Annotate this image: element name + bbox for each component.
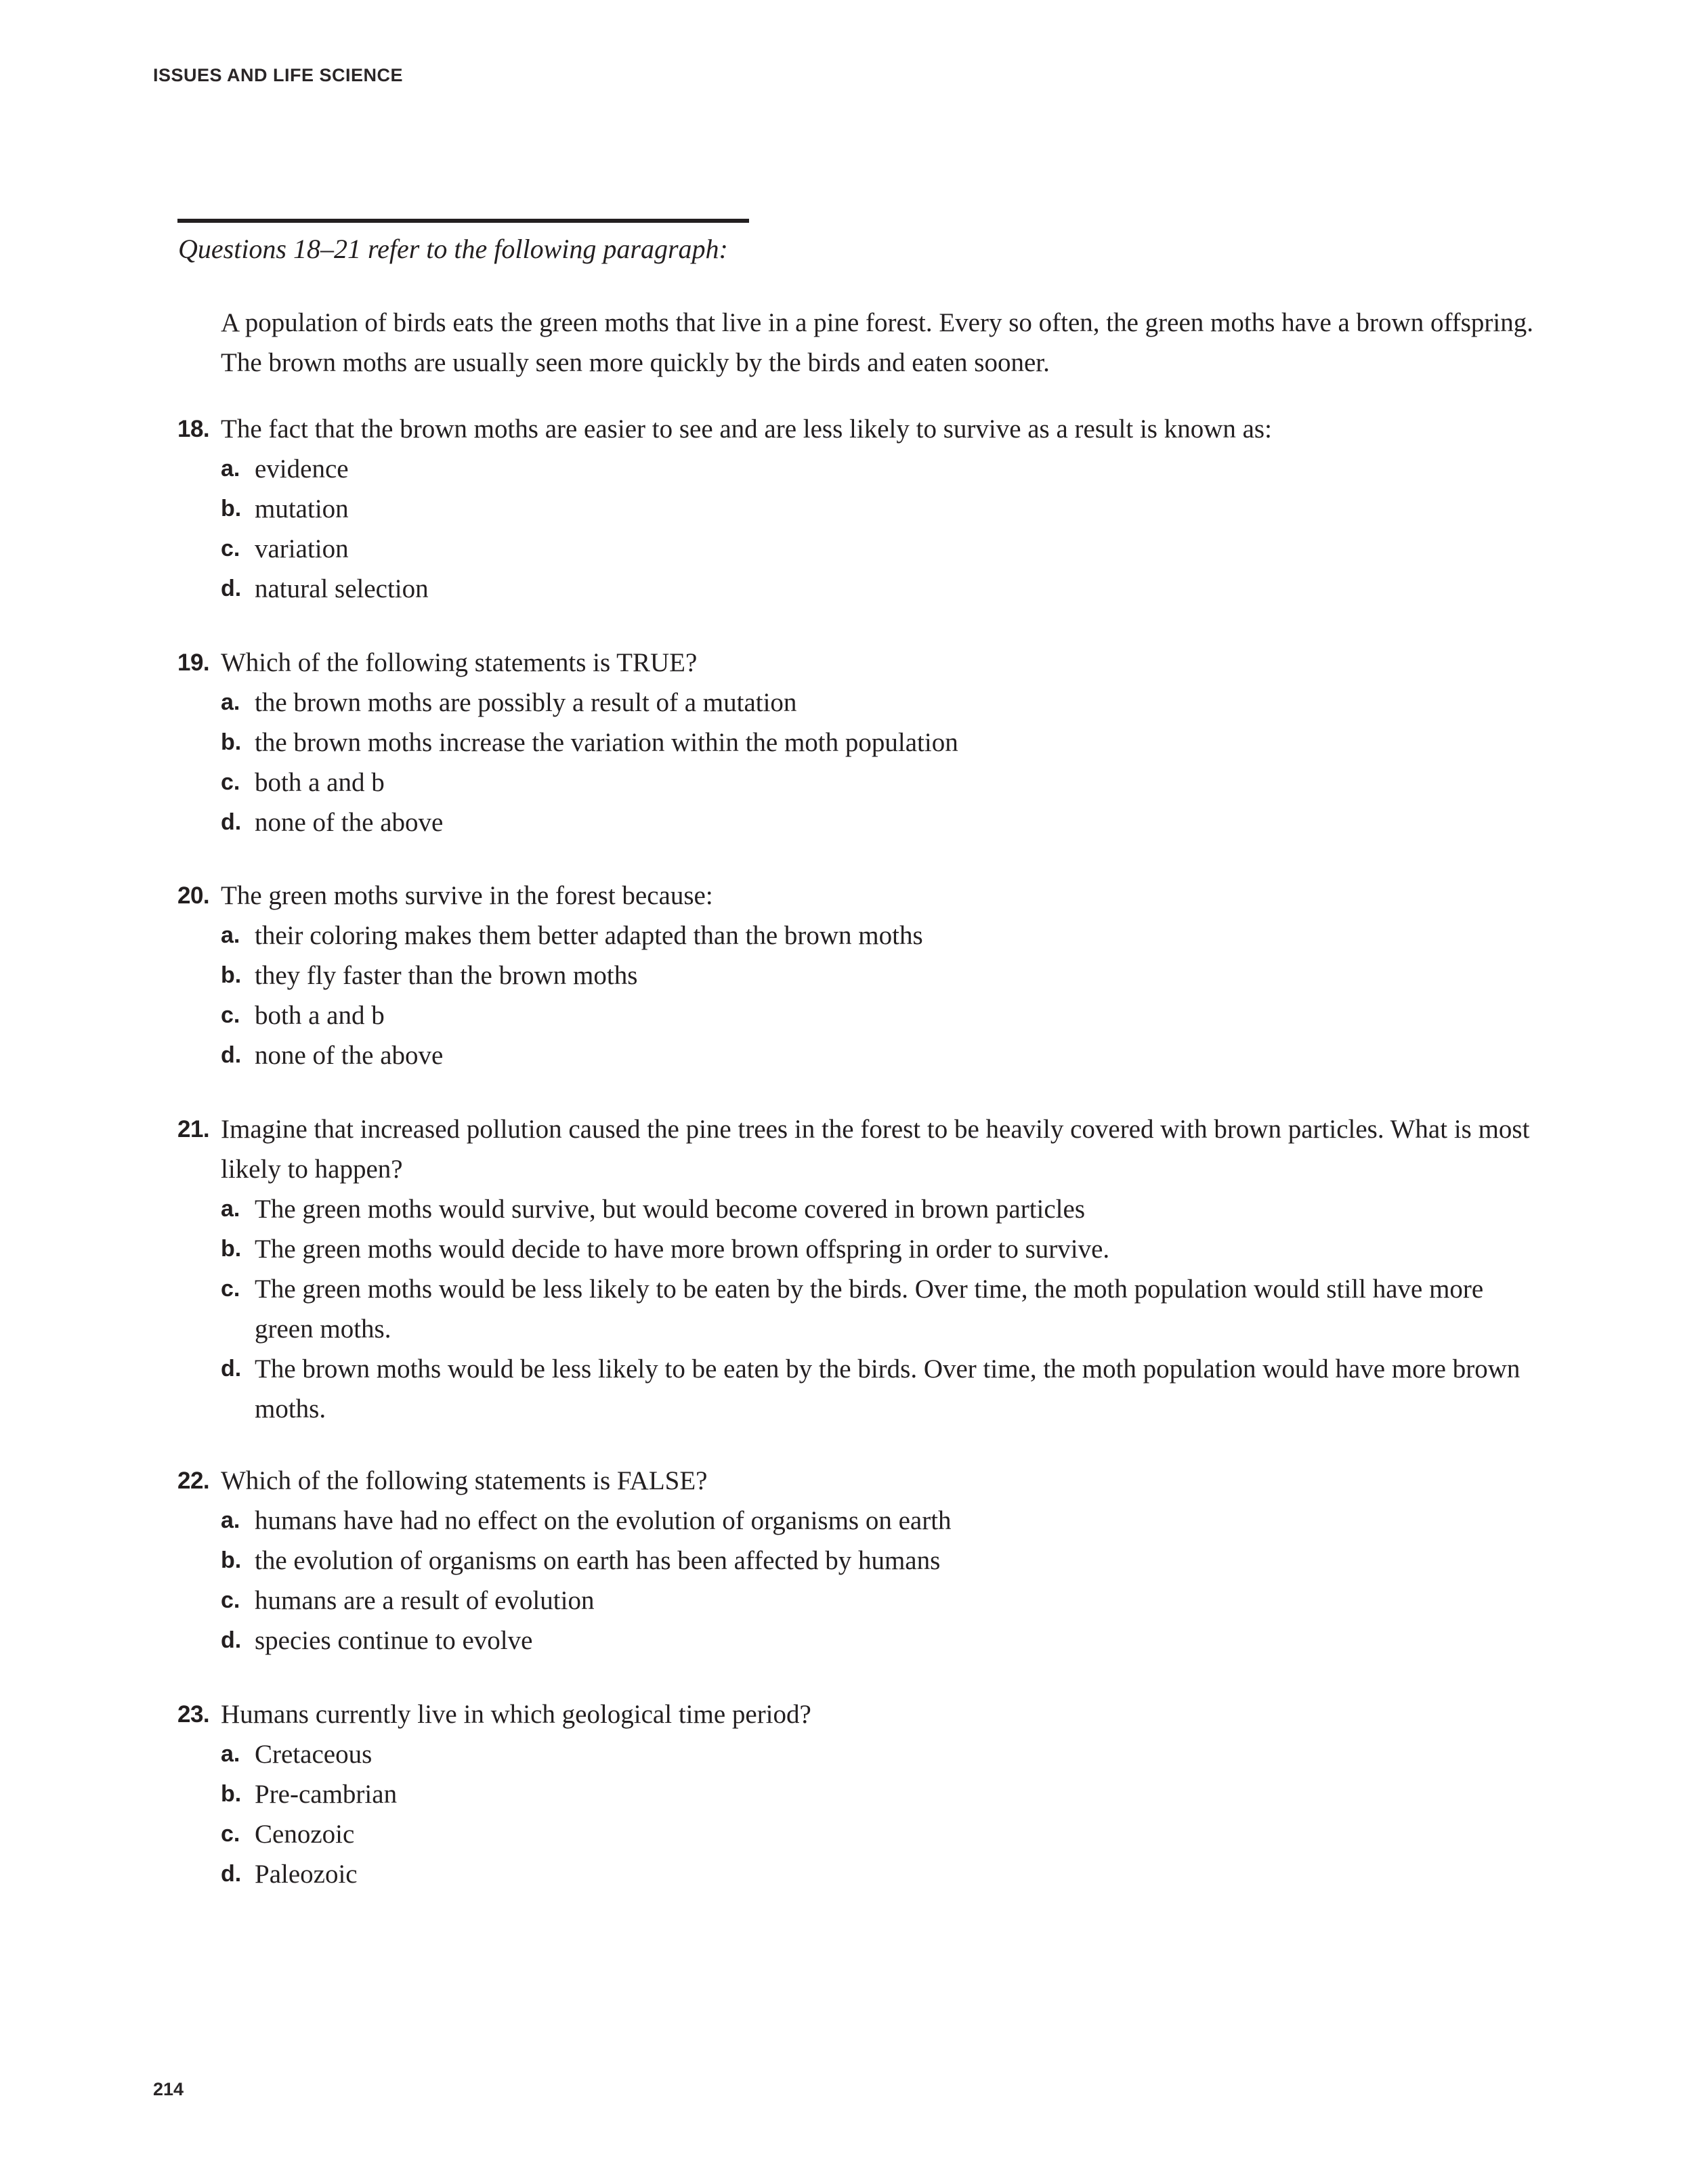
question-text: The green moths survive in the forest because: (221, 881, 713, 910)
option-text: Paleozoic (255, 1860, 358, 1889)
question-text: Humans currently live in which geological time period? (221, 1700, 811, 1729)
option-letter: a. (221, 1196, 240, 1222)
answer-option-c[interactable] (177, 1581, 1532, 1621)
answer-option-d[interactable] (177, 569, 1532, 609)
option-text: none of the above (255, 808, 444, 837)
answer-option-b[interactable] (177, 489, 1532, 529)
answer-options (177, 449, 1532, 609)
answer-option-b[interactable] (177, 956, 1532, 995)
question-number: 23. (177, 1701, 210, 1728)
option-text: the brown moths are possibly a result of a mutation (255, 688, 797, 717)
option-letter: d. (221, 576, 242, 601)
question-stem (177, 1694, 1532, 1734)
option-text: the brown moths increase the variation within the moth population (255, 728, 958, 757)
answer-option-a[interactable] (177, 1189, 1532, 1229)
answer-option-a[interactable] (177, 683, 1532, 723)
option-letter: d. (221, 1861, 242, 1887)
question-set-intro: Questions 18–21 refer to the following paragraph: (178, 234, 728, 264)
option-text: humans have had no effect on the evolution of organisms on earth (255, 1506, 952, 1535)
answer-option-b[interactable] (177, 723, 1532, 763)
option-text: humans are a result of evolution (255, 1586, 595, 1615)
answer-option-d[interactable] (177, 1035, 1532, 1075)
option-letter: b. (221, 1547, 242, 1573)
option-text: Cretaceous (255, 1740, 373, 1769)
option-text: mutation (255, 494, 349, 523)
option-letter: c. (221, 1002, 240, 1028)
question-stem (177, 1461, 1532, 1501)
answer-option-a[interactable] (177, 1501, 1532, 1541)
running-head: ISSUES AND LIFE SCIENCE (153, 65, 404, 85)
answer-option-d[interactable] (177, 1854, 1532, 1894)
question-21 (177, 1109, 1532, 1429)
option-text: The green moths would survive, but would become covered in brown particles (255, 1195, 1086, 1224)
option-letter: c. (221, 536, 240, 561)
option-letter: b. (221, 1236, 242, 1262)
option-text: evidence (255, 454, 349, 484)
option-text: variation (255, 534, 349, 563)
option-letter: b. (221, 1781, 242, 1807)
question-number: 20. (177, 882, 210, 909)
question-19 (177, 643, 1532, 842)
option-letter: c. (221, 1276, 240, 1302)
answer-option-b[interactable] (177, 1541, 1532, 1581)
answer-options (177, 683, 1532, 842)
question-18 (177, 409, 1532, 609)
option-text: The green moths would decide to have more brown offspring in order to survive. (255, 1235, 1110, 1264)
question-20 (177, 876, 1532, 1075)
question-text: Which of the following statements is TRUE? (221, 648, 698, 677)
question-22 (177, 1461, 1532, 1661)
option-text: their coloring makes them better adapted than the brown moths (255, 921, 923, 950)
question-stem (177, 876, 1532, 916)
answer-option-d[interactable] (177, 1621, 1532, 1661)
answer-option-c[interactable] (177, 1269, 1532, 1349)
option-letter: c. (221, 1821, 240, 1847)
option-letter: a. (221, 922, 240, 948)
option-text: The green moths would be less likely to be eaten by the birds. Over time, the moth population would still have more green moths. (255, 1275, 1484, 1344)
option-letter: a. (221, 1507, 240, 1533)
option-text: natural selection (255, 574, 429, 603)
option-letter: a. (221, 1741, 240, 1767)
option-letter: d. (221, 809, 242, 835)
option-letter: b. (221, 729, 242, 755)
answer-options (177, 1734, 1532, 1894)
answer-option-d[interactable] (177, 1349, 1532, 1429)
option-text: Pre-cambrian (255, 1780, 398, 1809)
answer-option-b[interactable] (177, 1229, 1532, 1269)
option-text: the evolution of organisms on earth has been affected by humans (255, 1546, 941, 1575)
question-text: Which of the following statements is FALSE? (221, 1466, 708, 1495)
option-letter: c. (221, 769, 240, 795)
option-text: both a and b (255, 768, 385, 797)
question-number: 19. (177, 649, 210, 676)
question-stem (177, 643, 1532, 683)
answer-option-d[interactable] (177, 802, 1532, 842)
answer-option-a[interactable] (177, 1734, 1532, 1774)
page-number: 214 (153, 2079, 184, 2099)
option-letter: c. (221, 1587, 240, 1613)
question-number: 21. (177, 1116, 210, 1142)
question-stem (177, 1109, 1532, 1189)
option-text: species continue to evolve (255, 1626, 533, 1655)
question-stem (177, 409, 1532, 449)
answer-options (177, 1501, 1532, 1661)
reading-passage: A population of birds eats the green moths that live in a pine forest. Every so often, the green moths have a brown offspring. The brown moths are usually seen more quickly by the birds and eaten sooner. (221, 308, 1533, 377)
option-letter: a. (221, 456, 240, 481)
option-letter: a. (221, 689, 240, 715)
answer-option-a[interactable] (177, 916, 1532, 956)
question-text: Imagine that increased pollution caused the pine trees in the forest to be heavily covered with brown particles. What is most likely to happen? (221, 1115, 1530, 1184)
answer-option-a[interactable] (177, 449, 1532, 489)
option-text: The brown moths would be less likely to be eaten by the birds. Over time, the moth population would have more brown moths. (255, 1354, 1520, 1423)
question-number: 22. (177, 1468, 210, 1494)
answer-options (177, 1189, 1532, 1429)
option-letter: d. (221, 1627, 242, 1653)
option-text: they fly faster than the brown moths (255, 961, 638, 990)
answer-option-c[interactable] (177, 1814, 1532, 1854)
option-text: both a and b (255, 1001, 385, 1030)
option-text: none of the above (255, 1041, 444, 1070)
option-letter: b. (221, 496, 242, 521)
answer-option-b[interactable] (177, 1774, 1532, 1814)
question-text: The fact that the brown moths are easier to see and are less likely to survive as a result is known as: (221, 414, 1272, 444)
section-divider (177, 219, 749, 223)
answer-option-c[interactable] (177, 763, 1532, 802)
answer-option-c[interactable] (177, 529, 1532, 569)
question-number: 18. (177, 416, 210, 442)
answer-option-c[interactable] (177, 995, 1532, 1035)
option-letter: d. (221, 1042, 242, 1068)
option-letter: d. (221, 1356, 242, 1382)
question-23 (177, 1694, 1532, 1894)
option-letter: b. (221, 962, 242, 988)
answer-options (177, 916, 1532, 1075)
option-text: Cenozoic (255, 1820, 355, 1849)
